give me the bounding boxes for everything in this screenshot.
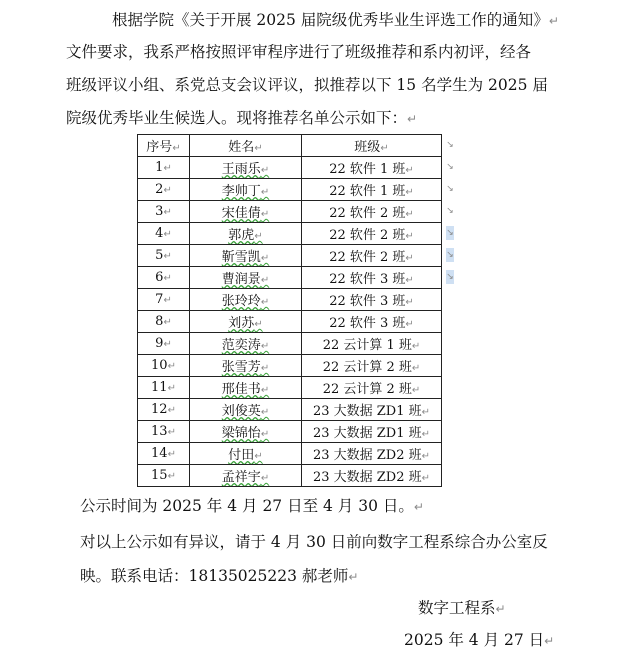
cell-number: 2↵ bbox=[138, 179, 190, 201]
cell-name: 付田↵ bbox=[190, 443, 302, 465]
table-row bbox=[138, 223, 442, 245]
cell-class: 22 软件 3 班↵ bbox=[302, 267, 442, 289]
cell-class: 23 大数据 ZD2 班↵ bbox=[302, 465, 442, 487]
table-row bbox=[138, 311, 442, 333]
table-header-row bbox=[138, 135, 442, 157]
row-end-mark-icon: ↘ bbox=[446, 272, 454, 282]
publicity-period-text: 公示时间为 2025 年 4 月 27 日至 4 月 30 日。 bbox=[80, 497, 414, 515]
cell-name: 刘苏↵ bbox=[190, 311, 302, 333]
cell-number: 4↵ bbox=[138, 223, 190, 245]
objection-text-1: 对以上公示如有异议，请于 4 月 30 日前向数字工程系综合办公室反 bbox=[80, 533, 548, 551]
paragraph-mark-icon: ↵ bbox=[407, 112, 418, 126]
paragraph-line-1 bbox=[0, 10, 638, 31]
table-row bbox=[138, 377, 442, 399]
cell-name: 王雨乐↵ bbox=[190, 157, 302, 179]
cell-number: 8↵ bbox=[138, 311, 190, 333]
cell-number: 7↵ bbox=[138, 289, 190, 311]
cell-number: 12↵ bbox=[138, 399, 190, 421]
cell-class: 23 大数据 ZD2 班↵ bbox=[302, 443, 442, 465]
row-end-mark-icon: ↘ bbox=[446, 250, 454, 260]
cell-name: 曹润景↵ bbox=[190, 267, 302, 289]
paragraph-line-4 bbox=[0, 108, 638, 129]
cell-name: 刘俊英↵ bbox=[190, 399, 302, 421]
paragraph-mark-icon: ↵ bbox=[544, 634, 555, 648]
table-row bbox=[138, 267, 442, 289]
row-end-mark-icon: ↘ bbox=[446, 140, 454, 150]
cell-name: 张玲玲↵ bbox=[190, 289, 302, 311]
cell-class: 22 软件 2 班↵ bbox=[302, 201, 442, 223]
paragraph-line-3 bbox=[0, 75, 638, 95]
paragraph-text-2: 文件要求，我系严格按照评审程序进行了班级推荐和系内初评，经各 bbox=[66, 43, 532, 61]
table-row bbox=[138, 333, 442, 355]
table-row bbox=[138, 355, 442, 377]
cell-name: 李帅丁↵ bbox=[190, 179, 302, 201]
row-end-mark-icon: ↘ bbox=[446, 206, 454, 216]
cell-class: 22 云计算 2 班↵ bbox=[302, 377, 442, 399]
table-row bbox=[138, 421, 442, 443]
table-row bbox=[138, 465, 442, 487]
cell-number: 10↵ bbox=[138, 355, 190, 377]
row-end-mark-icon: ↘ bbox=[446, 228, 454, 238]
cell-name: 范奕涛↵ bbox=[190, 333, 302, 355]
cell-class: 22 软件 3 班↵ bbox=[302, 311, 442, 333]
cell-class: 22 云计算 2 班↵ bbox=[302, 355, 442, 377]
objection-line-1 bbox=[0, 532, 638, 552]
objection-text-2: 映。联系电话：18135025223 郝老师 bbox=[80, 567, 349, 585]
signature-date bbox=[0, 630, 638, 651]
cell-name: 梁锦怡↵ bbox=[190, 421, 302, 443]
cell-class: 22 软件 3 班↵ bbox=[302, 289, 442, 311]
cell-class: 22 软件 1 班↵ bbox=[302, 179, 442, 201]
paragraph-mark-icon: ↵ bbox=[413, 500, 424, 514]
table-row bbox=[138, 443, 442, 465]
cell-name: 孟祥宇↵ bbox=[190, 465, 302, 487]
cell-class: 22 软件 2 班↵ bbox=[302, 223, 442, 245]
signature-date-text: 2025 年 4 月 27 日 bbox=[404, 631, 545, 649]
paragraph-mark-icon: ↵ bbox=[495, 602, 506, 616]
header-number: 序号↵ bbox=[138, 135, 190, 157]
cell-name: 宋佳倩↵ bbox=[190, 201, 302, 223]
table-row bbox=[138, 201, 442, 223]
publicity-period bbox=[0, 496, 638, 517]
cell-number: 9↵ bbox=[138, 333, 190, 355]
paragraph-mark-icon: ↵ bbox=[548, 14, 559, 28]
cell-class: 23 大数据 ZD1 班↵ bbox=[302, 421, 442, 443]
cell-name: 邢佳书↵ bbox=[190, 377, 302, 399]
row-end-mark-icon: ↘ bbox=[446, 162, 454, 172]
objection-line-2 bbox=[0, 566, 638, 587]
row-end-mark-icon: ↘ bbox=[446, 184, 454, 194]
paragraph-text-4: 院级优秀毕业生候选人。现将推荐名单公示如下： bbox=[66, 109, 408, 127]
cell-number: 1↵ bbox=[138, 157, 190, 179]
paragraph-line-2 bbox=[0, 42, 638, 62]
cell-number: 6↵ bbox=[138, 267, 190, 289]
cell-number: 13↵ bbox=[138, 421, 190, 443]
table-row bbox=[138, 179, 442, 201]
nominee-table-wrapper bbox=[137, 134, 441, 487]
header-class: 班级↵ bbox=[302, 135, 442, 157]
cell-class: 22 软件 1 班↵ bbox=[302, 157, 442, 179]
cell-class: 22 云计算 1 班↵ bbox=[302, 333, 442, 355]
cell-class: 22 软件 2 班↵ bbox=[302, 245, 442, 267]
cell-class: 23 大数据 ZD1 班↵ bbox=[302, 399, 442, 421]
table-row bbox=[138, 289, 442, 311]
paragraph-text-3: 班级评议小组、系党总支会议评议，拟推荐以下 15 名学生为 2025 届 bbox=[66, 76, 548, 94]
table-row bbox=[138, 157, 442, 179]
cell-name: 郭虎↵ bbox=[190, 223, 302, 245]
cell-number: 5↵ bbox=[138, 245, 190, 267]
cell-number: 15↵ bbox=[138, 465, 190, 487]
cell-name: 张雪芳↵ bbox=[190, 355, 302, 377]
cell-name: 靳雪凯↵ bbox=[190, 245, 302, 267]
table-row bbox=[138, 399, 442, 421]
nominee-table bbox=[137, 134, 442, 487]
cell-number: 3↵ bbox=[138, 201, 190, 223]
cell-number: 14↵ bbox=[138, 443, 190, 465]
table-row bbox=[138, 245, 442, 267]
department-name: 数字工程系 bbox=[418, 599, 496, 617]
paragraph-mark-icon: ↵ bbox=[348, 570, 359, 584]
paragraph-text-1: 根据学院《关于开展 2025 届院级优秀毕业生评选工作的通知》 bbox=[112, 11, 549, 29]
header-name: 姓名↵ bbox=[190, 135, 302, 157]
signature-department bbox=[0, 598, 638, 619]
cell-number: 11↵ bbox=[138, 377, 190, 399]
